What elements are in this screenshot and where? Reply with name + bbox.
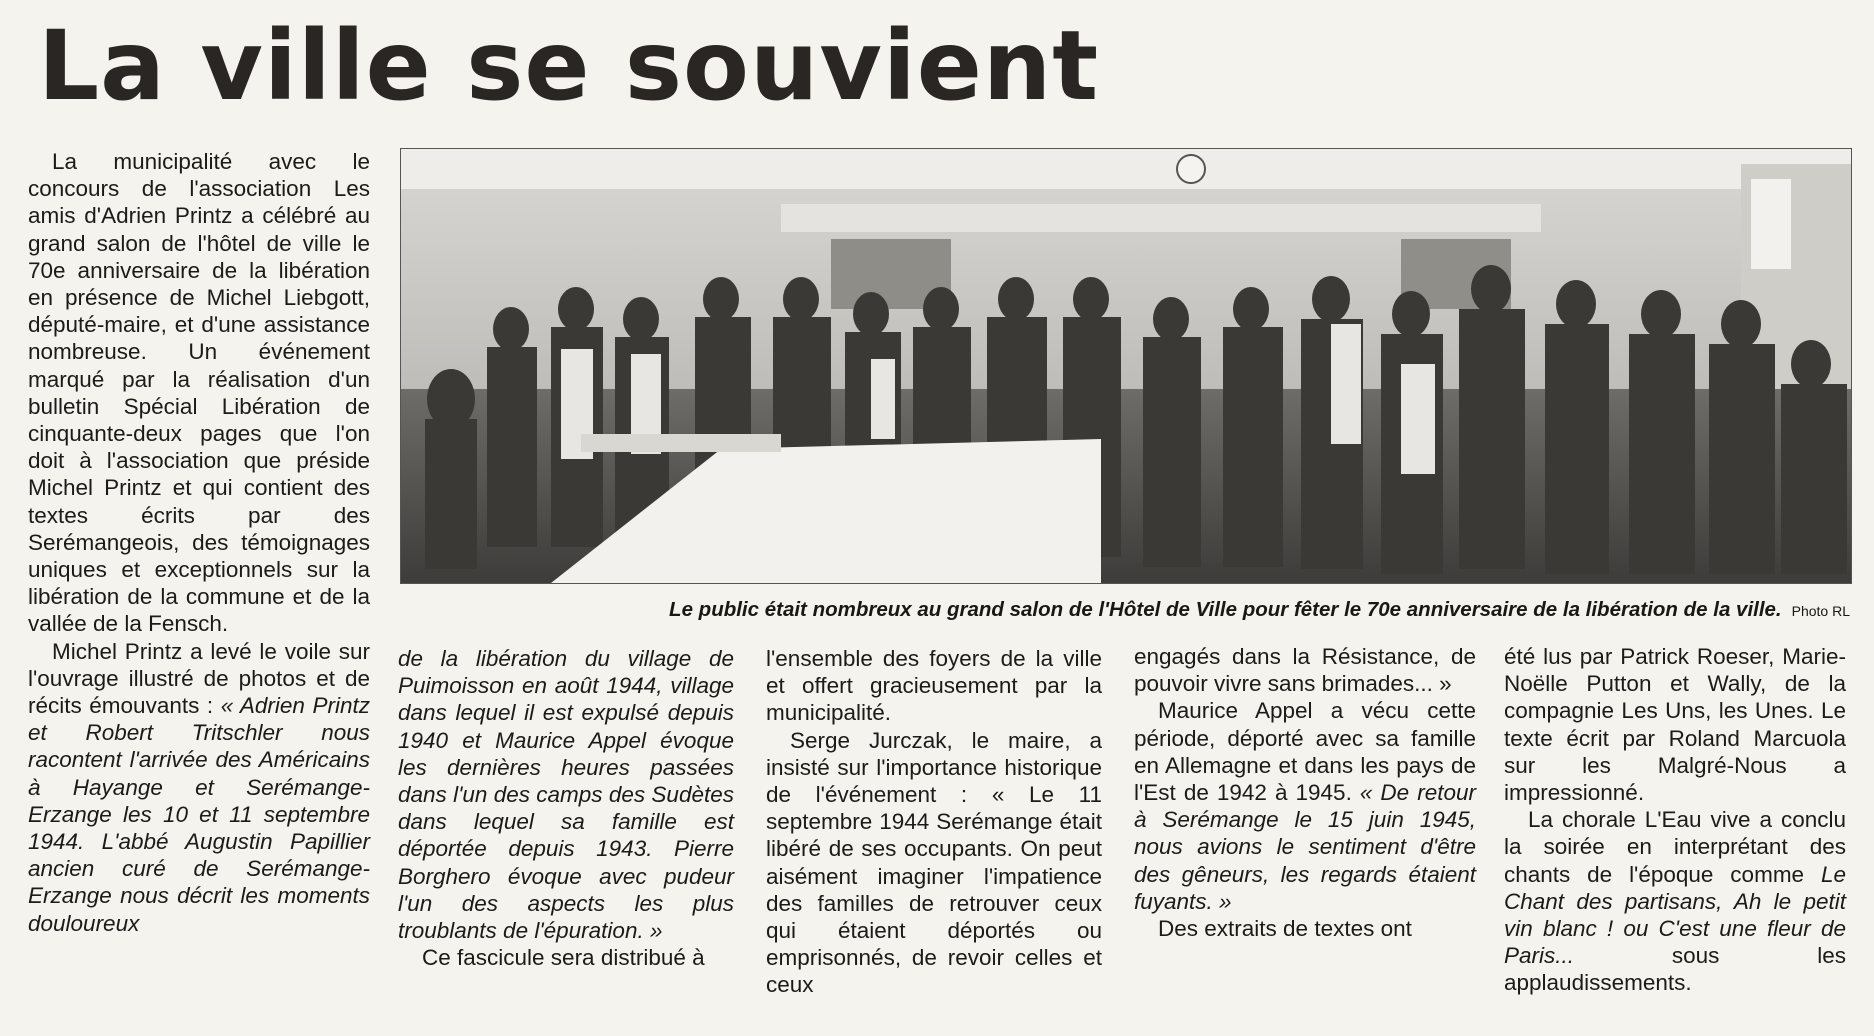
paragraph: Des extraits de textes ont xyxy=(1158,916,1412,942)
quote-paragraph xyxy=(398,645,734,944)
quote-text: de la libération du village de Puimoisson en août 1944, village dans lequel il est expulsé depuis 1940 et Maurice Appel évoque les dernières heures passées dans l'un des camps des Sudètes dans lequel sa famille est déportée depuis 1943. Pierre Borghero évoque avec pudeur l'un des aspects les plus troublants de l'épuration. » xyxy=(398,646,734,944)
photo-credit: Photo RL xyxy=(1791,603,1850,619)
song-titles: Le Chant des partisans, Ah le petit vin blanc ! ou C'est une fleur de Paris... xyxy=(1504,861,1846,969)
column-3 xyxy=(766,645,1102,999)
column-4 xyxy=(1134,645,1476,942)
headline: La ville se souvient xyxy=(38,10,1100,122)
column-1 xyxy=(28,148,370,937)
paragraph: l'ensemble des foyers de la ville et offert gracieusement par la municipalité. xyxy=(766,646,1102,726)
paragraph-text: La chorale L'Eau vive a conclu la soirée en interprétant des chants de l'époque comme xyxy=(1504,807,1846,887)
paragraph: engagés dans la Résistance, de pouvoir vivre sans brimades... » xyxy=(1134,644,1476,697)
quote-text: « De retour à Serémange le 15 juin 1945, nous avions le sentiment d'être des gêneurs, les regards étaient fuyants. » xyxy=(1134,780,1476,914)
paragraph-text: Michel Printz a levé le voile sur l'ouvrage illustré de photos et de récits émouvants : xyxy=(28,638,370,719)
paragraph: Serge Jurczak, le maire, a insisté sur l'importance historique de l'événement : « Le 11 septembre 1944 Serémange était libéré de ses occupants. On peut aisément imaginer l'impatience des familles de retrouver ceux qui étaient déportés ou emprisonnés, de revoir celles et ceux xyxy=(766,727,1102,998)
group-photo-icon xyxy=(401,149,1851,583)
paragraph xyxy=(28,638,370,937)
column-2 xyxy=(398,645,734,971)
column-5 xyxy=(1504,645,1846,997)
paragraph xyxy=(1504,806,1846,996)
paragraph xyxy=(1134,697,1476,915)
paragraph-text: sous les applaudissements. xyxy=(1504,943,1846,996)
paragraph: été lus par Patrick Roeser, Marie-Noëlle Putton et Wally, de la compagnie Les Uns, les Unes. Le texte écrit par Roland Marcuola sur les Malgré-Nous a impressionné. xyxy=(1504,644,1846,806)
event-photo xyxy=(400,148,1852,584)
paragraph-text: Maurice Appel a vécu cette période, déporté avec sa famille en Allemagne et dans les pays de l'Est de 1942 à 1945. xyxy=(1134,698,1476,806)
quote-text: « Adrien Printz et Robert Tritschler nous racontent l'arrivée des Américains à Hayange et Serémange-Erzange les 10 et 11 septembre 1944. L'abbé Augustin Papillier ancien curé de Serémange-Erzange nous décrit les moments douloureux xyxy=(28,693,370,936)
paragraph: Ce fascicule sera distribué à xyxy=(422,945,705,971)
paragraph: La municipalité avec le concours de l'association Les amis d'Adrien Printz a célébré au grand salon de l'hôtel de ville le 70e anniversaire de la libération en présence de Michel Liebgott, député-maire, et d'une assistance nombreuse. Un événement marqué par la réalisation d'un bulletin Spécial Libération de cinquante-deux pages que l'on doit à l'association que préside Michel Printz et qui contient des textes écrits par des Serémangeois, des témoignages uniques et exceptionnels sur la libération de la commune et de la vallée de la Fensch. xyxy=(28,149,370,637)
caption-text: Le public était nombreux au grand salon de l'Hôtel de Ville pour fêter le 70e anniversaire de la libération de la ville. xyxy=(669,598,1782,621)
photo-caption xyxy=(400,598,1850,622)
